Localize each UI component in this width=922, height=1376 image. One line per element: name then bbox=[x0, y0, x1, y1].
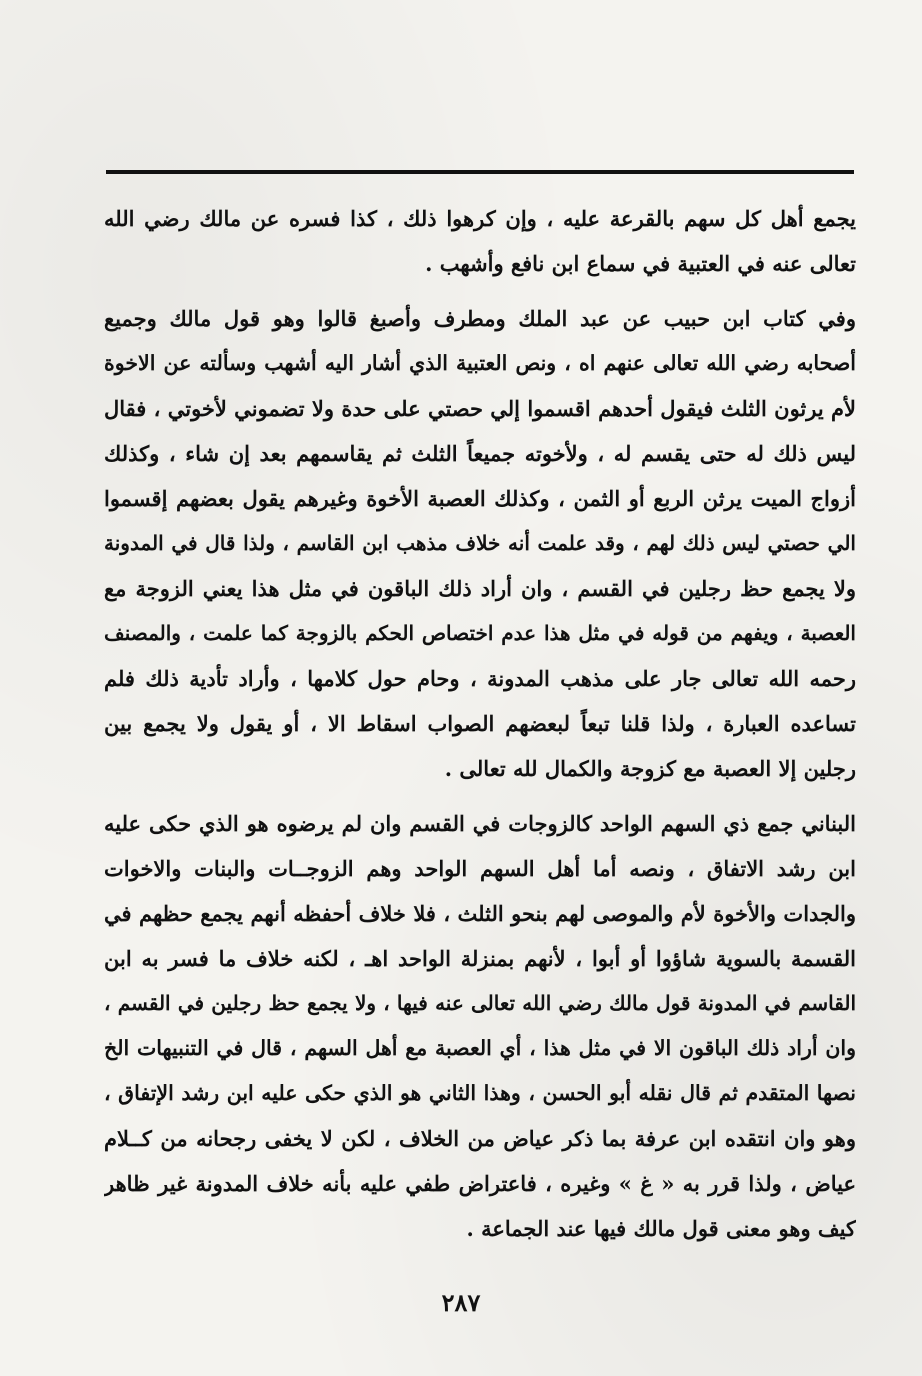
text-line: الي حصتي ليس ذلك لهم ، وقد علمت أنه خلاف مذهب ابن القاسم ، ولذا قال في المدونة bbox=[104, 531, 856, 555]
text-line: ليس ذلك له حتى يقسم له ، ولأخوته جميعاً الثلث ثم يقاسمهم بعد إن شاء ، وكذلك bbox=[104, 441, 856, 466]
text-line: وان أراد ذلك الباقون الا في مثل هذا ، أي العصبة مع أهل السهم ، قال في التنبيهات الخ bbox=[104, 1036, 856, 1060]
header-rule bbox=[106, 170, 854, 174]
text-line: وهو وان انتقده ابن عرفة بما ذكر عياض من الخلاف ، لكن لا يخفى رجحانه من كــلام bbox=[104, 1126, 856, 1151]
text-line: نصها المتقدم ثم قال نقله أبو الحسن ، وهذا الثاني هو الذي حكى عليه ابن رشد الإتفاق ، bbox=[104, 1081, 856, 1105]
text-line: القاسم في المدونة قول مالك رضي الله تعالى عنه فيها ، ولا يجمع حظ رجلين في القسم ، bbox=[104, 991, 856, 1015]
text-line: أصحابه رضي الله تعالى عنهم اه ، ونص العتبية الذي أشار اليه أشهب وسألته عن الاخوة bbox=[104, 351, 856, 375]
text-line: ولا يجمع حظ رجلين في القسم ، وان أراد ذلك الباقون في مثل هذا يعني الزوجة مع bbox=[104, 576, 856, 601]
text-line: رحمه الله تعالى جار على مذهب المدونة ، وحام حول كلامها ، وأراد تأدية ذلك فلم bbox=[104, 666, 856, 691]
text-line: العصبة ، ويفهم من قوله في مثل هذا عدم اختصاص الحكم بالزوجة كما علمت ، والمصنف bbox=[104, 621, 856, 645]
text-line: لأم يرثون الثلث فيقول أحدهم اقسموا إلي حصتي على حدة ولا تضموني لأخوتي ، فقال bbox=[104, 396, 856, 421]
text-line: يجمع أهل كل سهم بالقرعة عليه ، وإن كرهوا ذلك ، كذا فسره عن مالك رضي الله bbox=[104, 206, 856, 231]
body-text bbox=[104, 196, 856, 1251]
text-line: كيف وهو معنى قول مالك فيها عند الجماعة . bbox=[466, 1216, 856, 1241]
text-line: رجلين إلا العصبة مع كزوجة والكمال لله تعالى . bbox=[444, 756, 856, 781]
text-line: عياض ، ولذا قرر به « غ » وغيره ، فاعتراض طفي عليه بأنه خلاف المدونة غير ظاهر bbox=[104, 1171, 856, 1196]
text-line: ابن رشد الاتفاق ، ونصه أما أهل السهم الواحد وهم الزوجــات والبنات والاخوات bbox=[104, 856, 856, 881]
text-line: وفي كتاب ابن حبيب عن عبد الملك ومطرف وأصبغ قالوا وهو قول مالك وجميع bbox=[104, 306, 856, 331]
text-line: أزواج الميت يرثن الربع أو الثمن ، وكذلك العصبة الأخوة وغيرهم يقول بعضهم إقسموا bbox=[104, 486, 856, 511]
text-line: والجدات والأخوة لأم والموصى لهم بنحو الثلث ، فلا خلاف أحفظه أنهم يجمع حظهم في bbox=[104, 901, 856, 926]
text-line: البناني جمع ذي السهم الواحد كالزوجات في القسم وان لم يرضوه هو الذي حكى عليه bbox=[104, 811, 856, 836]
text-line: تعالى عنه في العتبية في سماع ابن نافع وأشهب . bbox=[425, 251, 856, 276]
page-number: ٢٨٧ bbox=[441, 1288, 481, 1317]
text-line: القسمة بالسوية شاؤوا أو أبوا ، لأنهم بمنزلة الواحد اهـ ، لكنه خلاف ما فسر به ابن bbox=[104, 946, 856, 971]
text-line: تساعده العبارة ، ولذا قلنا تبعاً لبعضهم الصواب اسقاط الا ، أو يقول ولا يجمع بين bbox=[104, 711, 856, 736]
